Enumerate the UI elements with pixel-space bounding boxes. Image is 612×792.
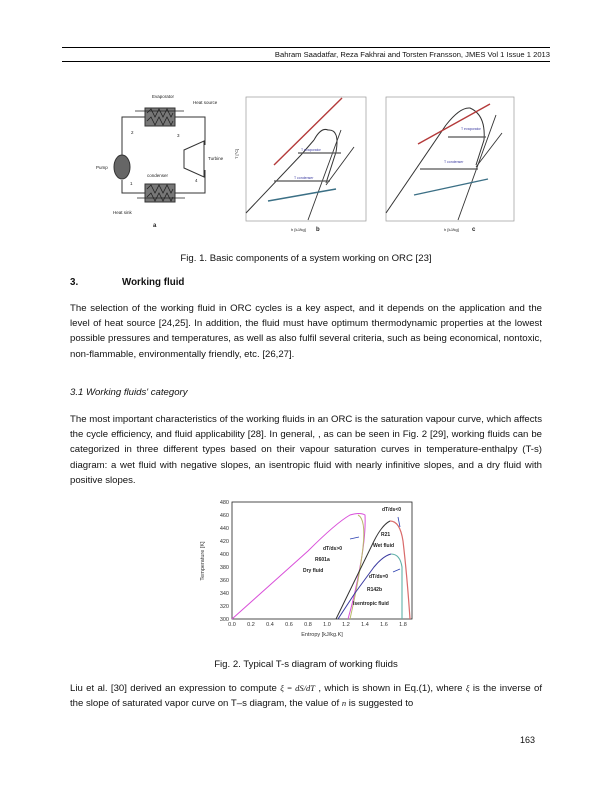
svg-text:R21: R21: [381, 532, 391, 538]
svg-text:300: 300: [219, 617, 229, 623]
svg-text:h [kJ/kg]: h [kJ/kg]: [291, 227, 306, 232]
svg-text:T evaporator: T evaporator: [461, 127, 481, 131]
running-header: Bahram Saadatfar, Reza Fakhrai and Torsten Fransson, JMES Vol 1 Issue 1 2013: [274, 50, 550, 59]
svg-text:Heat source: Heat source: [193, 100, 218, 105]
svg-text:R601a: R601a: [315, 557, 330, 563]
text-segment: is the inverse of the slope of saturated vapor curve on T–s diagram, the value of: [70, 683, 542, 710]
section-3-1-heading: 3.1 Working fluids' category: [70, 387, 188, 398]
y-axis-label: Temperature [K]: [200, 541, 206, 581]
svg-text:3: 3: [177, 133, 180, 138]
y-tick-labels: [220, 500, 229, 623]
svg-text:460: 460: [219, 513, 229, 519]
svg-text:1.4: 1.4: [361, 622, 369, 628]
svg-text:480: 480: [219, 500, 229, 506]
svg-text:T condenser: T condenser: [294, 176, 314, 180]
svg-text:Dry fluid: Dry fluid: [303, 568, 324, 574]
n-symbol: n: [341, 698, 347, 709]
figure-2-ts-chart: [195, 495, 415, 645]
section-title: Working fluid: [122, 277, 185, 288]
svg-text:400: 400: [219, 552, 229, 558]
svg-text:2: 2: [131, 130, 134, 135]
svg-text:condenser: condenser: [147, 173, 169, 178]
section-3-heading: [70, 277, 184, 288]
svg-text:0.2: 0.2: [247, 622, 255, 628]
svg-text:dT/ds>0: dT/ds>0: [323, 546, 343, 552]
svg-text:Isentropic fluid: Isentropic fluid: [353, 601, 389, 607]
svg-text:0.4: 0.4: [266, 622, 274, 628]
svg-text:c: c: [472, 227, 476, 233]
svg-text:420: 420: [219, 539, 229, 545]
text-segment: , which is shown in Eq.(1), where: [318, 683, 463, 694]
text-segment: is suggested to: [348, 698, 414, 710]
svg-text:Evaporator: Evaporator: [152, 94, 175, 99]
svg-text:a: a: [153, 223, 157, 229]
svg-text:4: 4: [195, 178, 198, 183]
svg-text:1.0: 1.0: [323, 622, 331, 628]
svg-text:1.8: 1.8: [399, 622, 407, 628]
svg-text:Pump: Pump: [96, 165, 108, 170]
svg-text:440: 440: [219, 526, 229, 532]
svg-text:Heat sink: Heat sink: [113, 210, 132, 215]
svg-text:340: 340: [219, 591, 229, 597]
page-number: 163: [520, 735, 536, 745]
text-segment: Liu et al. [30] derived an expression to compute: [70, 683, 277, 694]
panel-a-schematic: [96, 94, 224, 229]
panel-c-ts-diagram: [386, 97, 514, 233]
figure-2-caption: Fig. 2. Typical T-s diagram of working fluids: [214, 659, 398, 670]
svg-text:1.2: 1.2: [342, 622, 350, 628]
header-rule-top: [62, 47, 550, 48]
svg-text:380: 380: [219, 565, 229, 571]
section-3-1-paragraph: The most important characteristics of the working fluids in an ORC is the saturation vapour curve, which affects the cycle efficiency, and fluid applicability [28]. In general, , as can be seen in Fig. 2 [29], working fluids can be categorized in three different types based on their vapour saturation curves in temperature-enthalpy (T-s) diagram: a wet fluid with negative slopes, an isentropic fluid with nearly infinitive slopes, and a dry fluid with positive slopes.: [70, 414, 542, 486]
svg-text:1: 1: [130, 181, 133, 186]
svg-text:Turbine: Turbine: [208, 156, 224, 161]
svg-text:dT/ds=0: dT/ds=0: [369, 574, 389, 580]
body-paragraph-liu: [70, 681, 542, 711]
xi-symbol: ξ: [465, 683, 470, 693]
svg-text:Wet fluid: Wet fluid: [373, 543, 395, 549]
section-3-paragraph: The selection of the working fluid in ORC cycles is a key aspect, and it depends on the application and the level of heat source [24,25]. In addition, the fluid must have optimum thermodynamic properties at the lowest possible pressures and temperatures, as well as also fulfil several criteria, such as being economical, nontoxic, non-flammable, environmentally friendly, etc. [26,27].: [70, 303, 542, 360]
panel-b-ts-diagram: [234, 97, 366, 233]
svg-text:R142b: R142b: [367, 587, 383, 593]
x-tick-labels: [228, 622, 407, 628]
svg-text:b: b: [316, 227, 320, 233]
svg-text:h [kJ/kg]: h [kJ/kg]: [444, 227, 459, 232]
svg-text:T evaporator: T evaporator: [301, 148, 321, 152]
svg-text:dT/ds<0: dT/ds<0: [382, 507, 402, 513]
orc-schematic-and-diagrams: [80, 85, 530, 235]
svg-text:1.6: 1.6: [380, 622, 388, 628]
figure-1-caption: Fig. 1. Basic components of a system working on ORC [23]: [180, 253, 432, 264]
svg-text:0.8: 0.8: [304, 622, 312, 628]
header-rule-bottom: [62, 61, 550, 62]
svg-text:T [°C]: T [°C]: [234, 148, 239, 159]
section-number: 3.: [70, 277, 79, 288]
svg-text:0.6: 0.6: [285, 622, 293, 628]
figure-1: [80, 85, 530, 235]
x-axis-label: Entropy [kJ/kg.K]: [301, 632, 343, 638]
svg-text:0.0: 0.0: [228, 622, 236, 628]
svg-text:T condenser: T condenser: [444, 160, 464, 164]
ts-diagram-plot: [195, 495, 415, 645]
inline-equation-xi: ξ = dS/dT: [280, 683, 315, 693]
svg-text:360: 360: [219, 578, 229, 584]
svg-text:320: 320: [219, 604, 229, 610]
